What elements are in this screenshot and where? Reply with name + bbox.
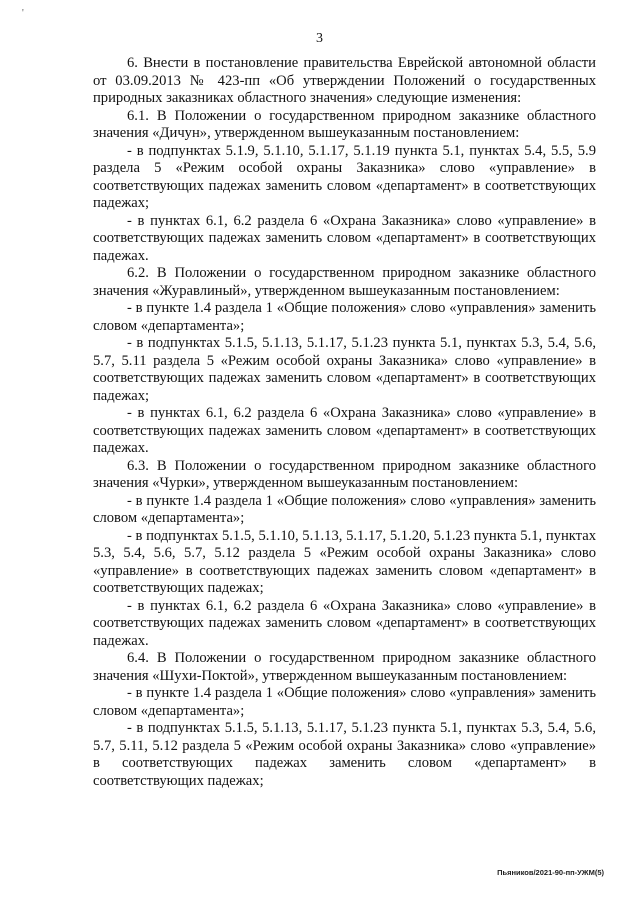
page-number: 3 — [316, 31, 323, 46]
paragraph-6-3-item-1: - в пункте 1.4 раздела 1 «Общие положения» слово «управления» заменить словом «департамента»; — [93, 492, 596, 526]
paragraph-6-2-item-2: - в подпунктах 5.1.5, 5.1.13, 5.1.17, 5.1.23 пункта 5.1, пунктах 5.3, 5.4, 5.6, 5.7, 5.11 раздела 5 «Режим особой охраны Заказника» слово «управление» в соответствующих падежах заменить словом «департамент» в соответствующих падежах; — [93, 335, 596, 404]
paragraph-6-3-item-2: - в подпунктах 5.1.5, 5.1.10, 5.1.13, 5.1.17, 5.1.20, 5.1.23 пункта 5.1, пунктах 5.3, 5.4, 5.6, 5.7, 5.12 раздела 5 «Режим особой охраны Заказника» слово «управление» в соответствующих падежах заменить словом «департамент» в соответствующих падежах; — [93, 527, 596, 596]
scan-mark: ' — [22, 8, 24, 19]
paragraph-6-3-heading: 6.3. В Положении о государственном природном заказнике областного значения «Чурки», утвержденном вышеуказанным постановлением: — [93, 457, 596, 491]
paragraph-6-3-item-3: - в пунктах 6.1, 6.2 раздела 6 «Охрана Заказника» слово «управление» в соответствующих падежах заменить словом «департамент» в соответствующих падежах. — [93, 597, 596, 649]
paragraph-6-4-heading: 6.4. В Положении о государственном природном заказнике областного значения «Шухи-Поктой», утвержденном вышеуказанным постановлением: — [93, 650, 596, 684]
document-body — [93, 55, 596, 790]
paragraph-6-intro: 6. Внести в постановление правительства Еврейской автономной области от 03.09.2013 № 423-пп «Об утверждении Положений о государственных природных заказниках областного значения» следующие изменения: — [93, 55, 596, 106]
paragraph-6-2-heading: 6.2. В Положении о государственном природном заказнике областного значения «Журавлиный», утвержденном вышеуказанным постановлением: — [93, 265, 596, 299]
paragraph-6-1-heading: 6.1. В Положении о государственном природном заказнике областного значения «Дичун», утвержденном вышеуказанным постановлением: — [93, 107, 596, 141]
paragraph-6-1-item-2: - в пунктах 6.1, 6.2 раздела 6 «Охрана Заказника» слово «управление» в соответствующих падежах заменить словом «департамент» в соответствующих падежах. — [93, 212, 596, 264]
paragraph-6-2-item-3: - в пунктах 6.1, 6.2 раздела 6 «Охрана Заказника» слово «управление» в соответствующих падежах заменить словом «департамент» в соответствующих падежах. — [93, 405, 596, 456]
paragraph-6-4-item-2: - в подпунктах 5.1.5, 5.1.13, 5.1.17, 5.1.23 пункта 5.1, пунктах 5.3, 5.4, 5.6, 5.7, 5.11, 5.12 раздела 5 «Режим особой охраны Заказника» слово «управление» в соответствующих падежах заменить словом «департамент» в соответствующих падежах; — [93, 720, 596, 789]
paragraph-6-4-item-1: - в пункте 1.4 раздела 1 «Общие положения» слово «управления» заменить словом «департамента»; — [93, 685, 596, 719]
paragraph-6-2-item-1: - в пункте 1.4 раздела 1 «Общие положения» слово «управления» заменить словом «департамента»; — [93, 300, 596, 334]
footer-document-code: Пьяников/2021-90-пп-УЖМ(5) — [497, 868, 604, 877]
paragraph-6-1-item-1: - в подпунктах 5.1.9, 5.1.10, 5.1.17, 5.1.19 пункта 5.1, пунктах 5.4, 5.5, 5.9 раздела 5 «Режим особой охраны Заказника» слово «управление» в соответствующих падежах заменить словом «департамент» в соответствующих падежах; — [93, 142, 596, 211]
